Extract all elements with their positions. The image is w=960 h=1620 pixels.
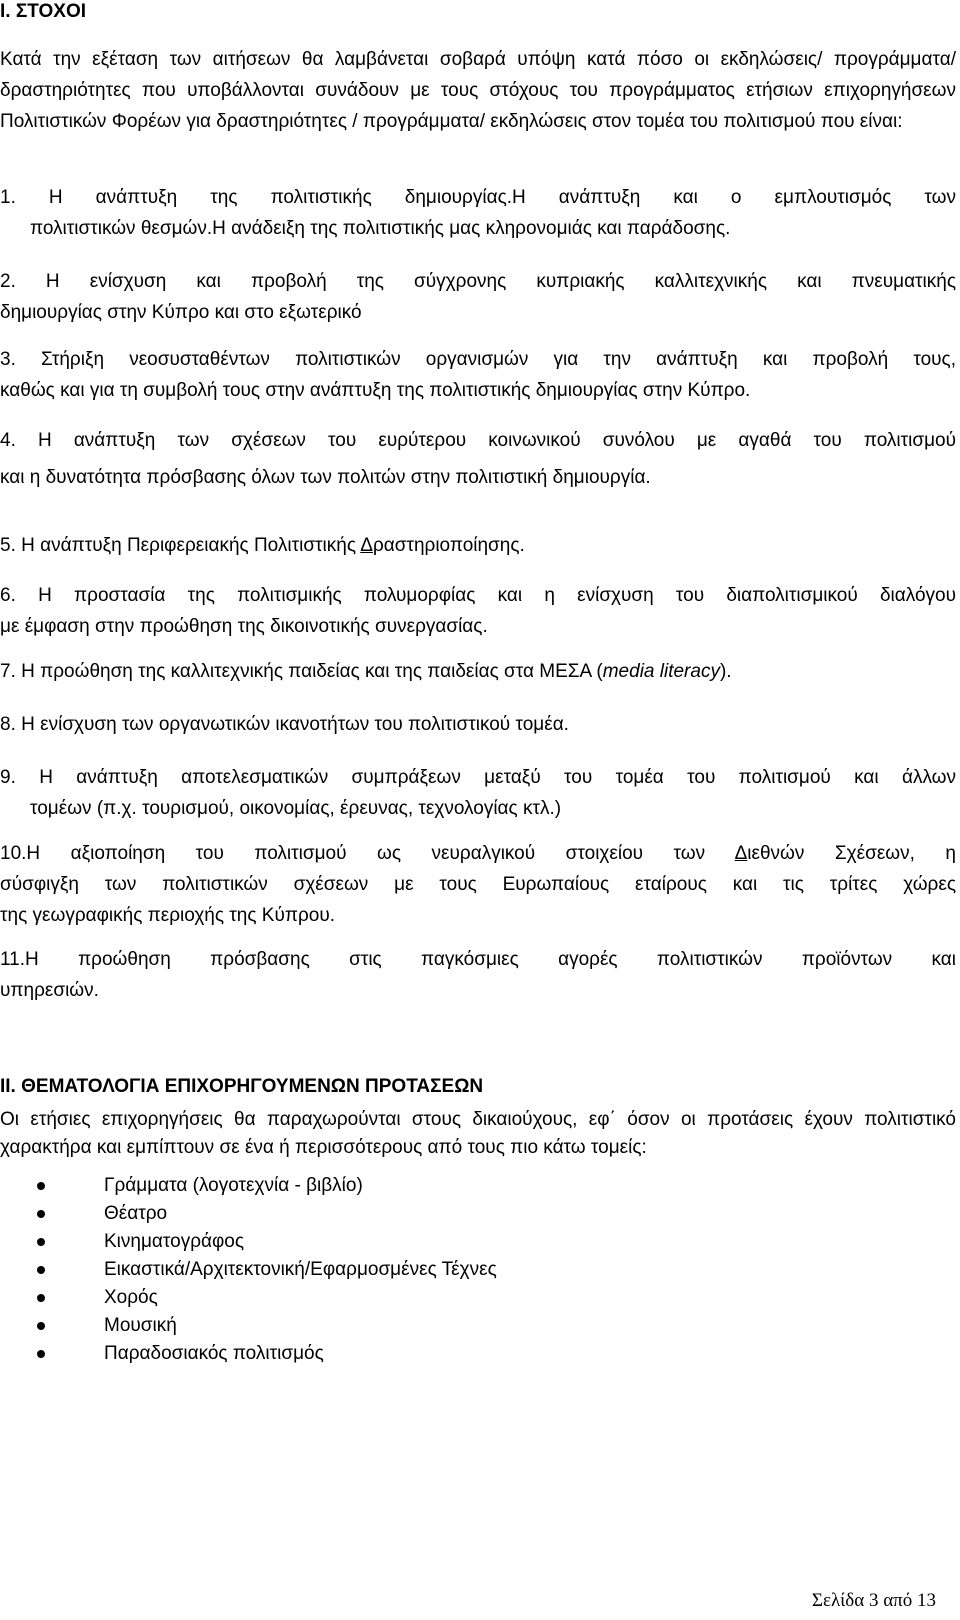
objective-11-line2: υπηρεσιών. xyxy=(0,980,99,1001)
sector-label: Παραδοσιακός πολιτισμός xyxy=(104,1343,324,1364)
list-item xyxy=(0,1284,497,1312)
objective-6-line2: με έμφαση στην προώθηση της δικοινοτικής συνεργασίας. xyxy=(0,616,488,637)
section-heading-themes: ΙΙ. ΘΕΜΑΤΟΛΟΓΙΑ ΕΠΙΧΟΡΗΓΟΥΜΕΝΩΝ ΠΡΟΤΑΣΕΩΝ xyxy=(0,1076,484,1097)
objective-item-1 xyxy=(0,182,956,244)
objective-3-line1: 3. Στήριξη νεοσυσταθέντων πολιτιστικών οργανισμών για την ανάπτυξη και προβολή τους, xyxy=(0,349,956,370)
objective-4-line2: και η δυνατότητα πρόσβασης όλων των πολιτών στην πολιτιστική δημιουργία. xyxy=(0,467,651,488)
objective-2-line2: δημιουργίας στην Κύπρο και στο εξωτερικό xyxy=(0,302,362,323)
objective-item-8 xyxy=(0,709,956,740)
objective-3-line2: καθώς και για τη συμβολή τους στην ανάπτυξη της πολιτιστικής δημιουργίας στην Κύπρο. xyxy=(0,380,751,401)
bullet-icon xyxy=(37,1294,45,1302)
page-number: Σελίδα 3 από 13 xyxy=(811,1590,936,1611)
objective-1-line1: 1. Η ανάπτυξη της πολιτιστικής δημιουργίας.Η ανάπτυξη και ο εμπλουτισμός των xyxy=(0,187,956,208)
objective-7-text-a: 7. Η προώθηση της καλλιτεχνικής παιδείας και της παιδείας στα ΜΕΣΑ ( xyxy=(0,661,603,682)
list-item xyxy=(0,1340,497,1368)
list-item xyxy=(0,1256,497,1284)
sector-label: Κινηματογράφος xyxy=(104,1231,245,1252)
bullet-icon xyxy=(37,1238,45,1246)
bullet-icon xyxy=(37,1182,45,1190)
list-item xyxy=(0,1228,497,1256)
objective-9-line2: τομέων (π.χ. τουρισμού, οικονομίας, έρευνας, τεχνολογίας κτλ.) xyxy=(30,798,562,819)
objective-10-line3: της γεωγραφικής περιοχής της Κύπρου. xyxy=(0,905,336,926)
objective-10-text-b: ιεθνών Σχέσεων, η xyxy=(747,843,956,864)
objective-item-7 xyxy=(0,656,956,687)
objective-10-line1 xyxy=(0,838,956,869)
objective-8-line1: 8. Η ενίσχυση των οργανωτικών ικανοτήτων του πολιτιστικού τομέα. xyxy=(0,714,569,735)
list-item xyxy=(0,1172,497,1200)
objective-5-text-b: ραστηριοποίησης. xyxy=(372,535,525,556)
objective-1-line2: πολιτιστικών θεσμών.Η ανάδειξη της πολιτιστικής μας κληρονομιάς και παράδοσης. xyxy=(30,218,731,239)
sectors-list xyxy=(0,1172,497,1368)
objective-11-line1: 11.Η προώθηση πρόσβασης στις παγκόσμιες αγορές πολιτιστικών προϊόντων και xyxy=(0,949,956,970)
objective-10-text-a: 10.Η αξιοποίηση του πολιτισμού ως νευραλγικού στοιχείου των xyxy=(0,843,735,864)
section-heading-objectives: Ι. ΣΤΟΧΟΙ xyxy=(0,1,87,22)
objective-item-10 xyxy=(0,838,956,931)
objective-9-line1: 9. Η ανάπτυξη αποτελεσματικών συμπράξεων μεταξύ του τομέα του πολιτισμού και άλλων xyxy=(0,767,956,788)
objective-2-line1: 2. Η ενίσχυση και προβολή της σύγχρονης κυπριακής καλλιτεχνικής και πνευματικής xyxy=(0,271,956,292)
objective-7-text-b: ). xyxy=(719,661,732,682)
objective-7-italic-term: media literacy xyxy=(602,661,720,682)
objective-item-11 xyxy=(0,944,956,1006)
themes-intro-paragraph: Οι ετήσιες επιχορηγήσεις θα παραχωρούνται στους δικαιούχους, εφ΄ όσον οι προτάσεις έχουν πολιτιστικό χαρακτήρα και εμπίπτουν σε ένα ή περισσότερους από τους πιο κάτω τομείς: xyxy=(0,1109,956,1158)
sector-label: Χορός xyxy=(104,1287,158,1308)
bullet-icon xyxy=(37,1322,45,1330)
sector-label: Θέατρο xyxy=(104,1203,168,1224)
list-item xyxy=(0,1200,497,1228)
objective-5-text-a: 5. Η ανάπτυξη Περιφερειακής Πολιτιστικής xyxy=(0,535,361,556)
objective-item-4 xyxy=(0,425,956,493)
objective-10-line2: σύσφιγξη των πολιτιστικών σχέσεων με τους Ευρωπαίους εταίρους και τις τρίτες χώρες xyxy=(0,874,956,895)
objective-7-line1 xyxy=(0,656,956,687)
objective-4-line1: 4. Η ανάπτυξη των σχέσεων του ευρύτερου κοινωνικού συνόλου με αγαθά του πολιτισμού xyxy=(0,430,956,451)
bullet-icon xyxy=(37,1350,45,1358)
bullet-icon xyxy=(37,1266,45,1274)
sector-label: Γράμματα (λογοτεχνία - βιβλίο) xyxy=(104,1175,363,1196)
objectives-intro-paragraph: Κατά την εξέταση των αιτήσεων θα λαμβάνεται σοβαρά υπόψη κατά πόσο οι εκδηλώσεις/ προγράμματα/δραστηριότητες που υποβάλλονται συνάδουν με τους στόχους του προγράμματος ετήσιων επιχορηγήσεων Πολιτιστικών Φορέων για δραστηριότητες / προγράμματα/ εκδηλώσεις στον τομέα του πολιτισμού που είναι: xyxy=(0,49,956,132)
objective-item-6 xyxy=(0,580,956,642)
objective-item-5 xyxy=(0,530,956,561)
objective-10-underlined-letter: Δ xyxy=(734,843,748,864)
objective-item-2 xyxy=(0,266,956,328)
objective-5-underlined-letter: Δ xyxy=(360,535,373,556)
bullet-icon xyxy=(37,1210,45,1218)
objective-item-9 xyxy=(0,762,956,824)
sector-label: Μουσική xyxy=(104,1315,177,1336)
objective-item-3 xyxy=(0,344,956,406)
objective-5-line1 xyxy=(0,530,956,561)
sector-label: Εικαστικά/Αρχιτεκτονική/Εφαρμοσμένες Τέχνες xyxy=(104,1259,497,1280)
list-item xyxy=(0,1312,497,1340)
objective-6-line1: 6. Η προστασία της πολιτισμικής πολυμορφίας και η ενίσχυση του διαπολιτισμικού διαλόγου xyxy=(0,585,956,606)
